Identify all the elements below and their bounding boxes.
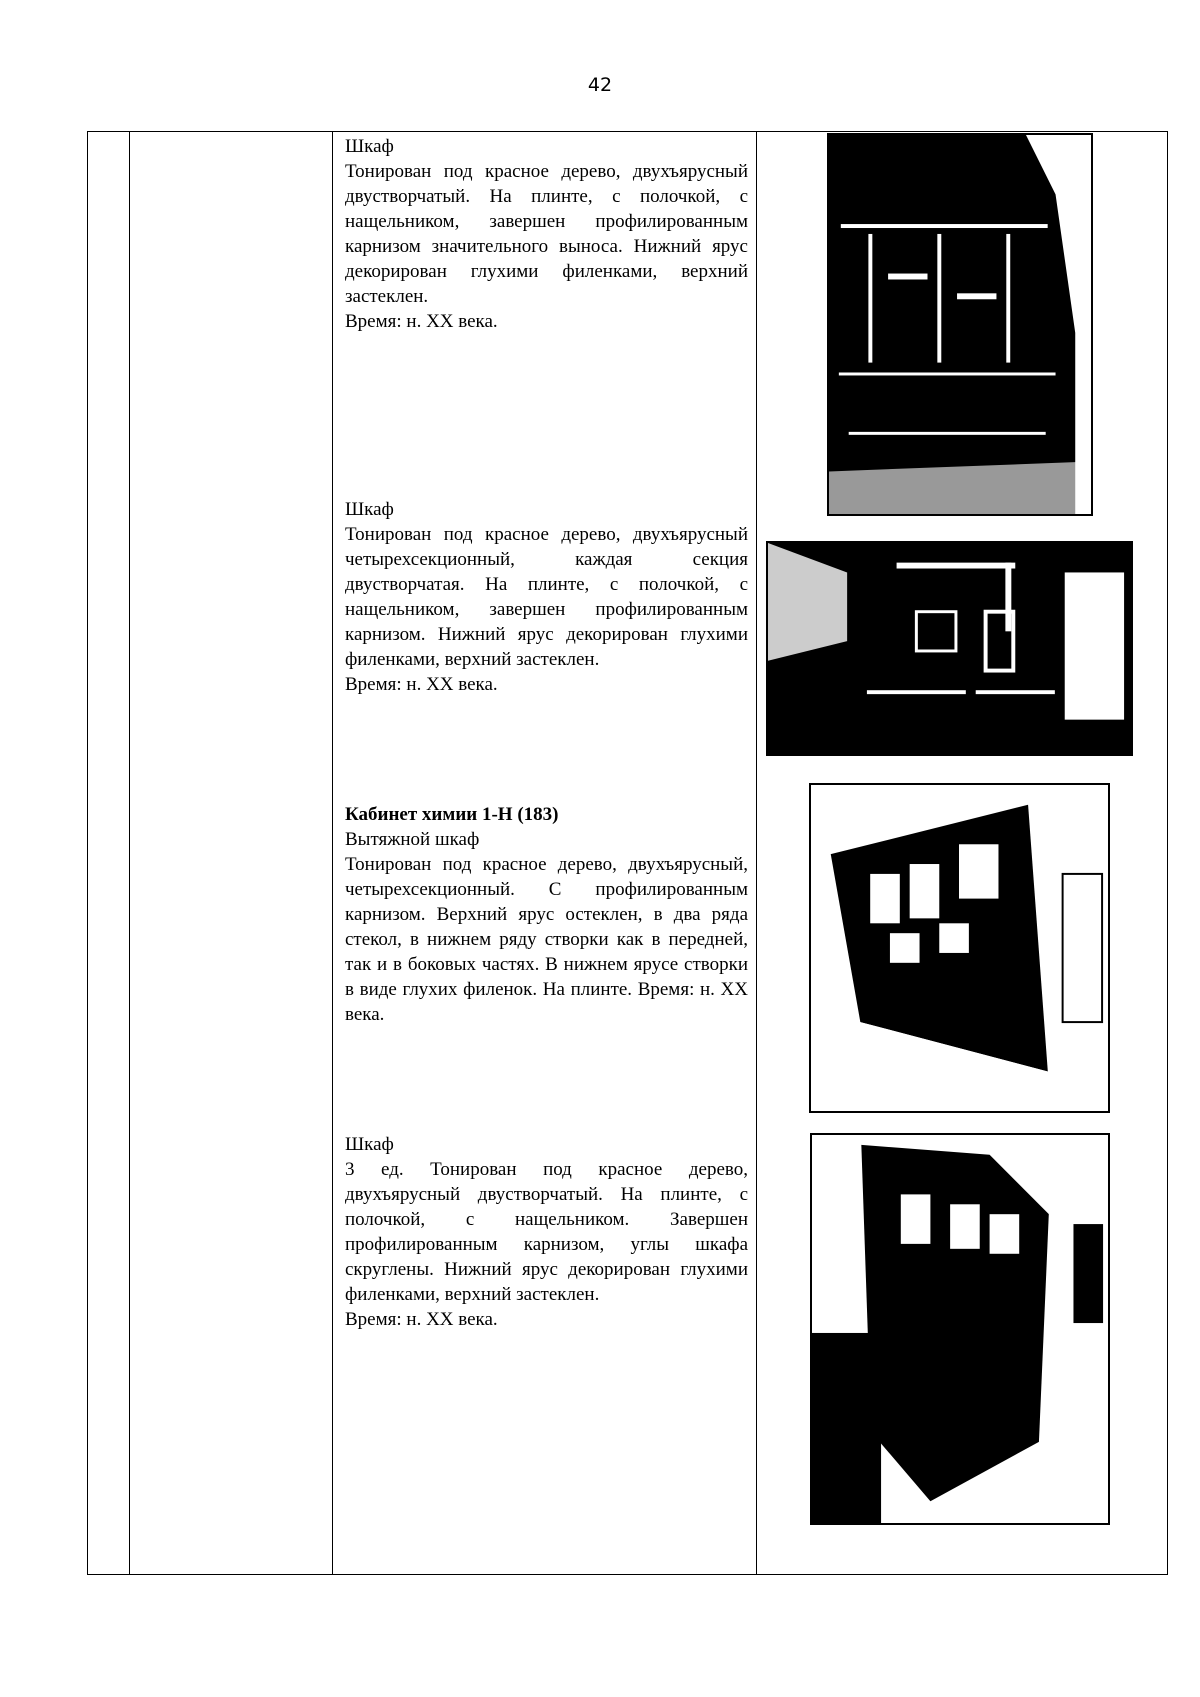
cabinet-photo bbox=[827, 133, 1093, 516]
entry-title: Вытяжной шкаф bbox=[345, 829, 480, 850]
entry-time: Время: н. XX века. bbox=[345, 674, 498, 695]
section-heading: Кабинет химии 1-Н (183) bbox=[345, 804, 559, 825]
page-number: 42 bbox=[587, 74, 613, 96]
entry-text: 3 ед. Тонирован под красное дерево, двухъярусный двустворчатый. На плинте, с полочкой, с нащельником. Завершен профилированным карнизом, углы шкафа скруглены. Нижний ярус декорирован глухими филенками, верхний застеклен. bbox=[345, 1159, 748, 1305]
entry-title: Шкаф bbox=[345, 1134, 394, 1155]
entry-description bbox=[345, 134, 748, 334]
entry-text: Тонирован под красное дерево, двухъярусный двустворчатый. На плинте, с полочкой, с нащельником, завершен профилированным карнизом значительного выноса. Нижний ярус декорирован глухими филенками, верхний застеклен. bbox=[345, 161, 748, 307]
entry-text: Тонирован под красное дерево, двухъярусный, четырехсекционный. С профилированным карнизом. Верхний ярус остеклен, в два ряда стекол, в нижнем ряду створки как в передней, так и в боковых частях. В нижнем ярусе створки в виде глухих филенок. На плинте. Время: н. XX века. bbox=[345, 854, 748, 1025]
entry-title: Шкаф bbox=[345, 499, 394, 520]
table-column-location bbox=[129, 132, 333, 1574]
entry-text: Тонирован под красное дерево, двухъярусный четырехсекционный, каждая секция двустворчатая. На плинте, с полочкой, с нащельником, завершен профилированным карнизом. Нижний ярус декорирован глухими филенками, верхний застеклен. bbox=[345, 524, 748, 670]
entry-time: Время: н. XX века. bbox=[345, 311, 498, 332]
cabinet-photo bbox=[809, 783, 1110, 1113]
cabinet-photo bbox=[810, 1133, 1110, 1525]
entry-time: Время: н. XX века. bbox=[345, 1309, 498, 1330]
entry-title: Шкаф bbox=[345, 136, 394, 157]
entry-description bbox=[345, 802, 748, 1027]
table-column-number bbox=[88, 132, 130, 1574]
entry-description bbox=[345, 497, 748, 697]
cabinet-photo bbox=[766, 541, 1133, 756]
entry-description bbox=[345, 1132, 748, 1332]
